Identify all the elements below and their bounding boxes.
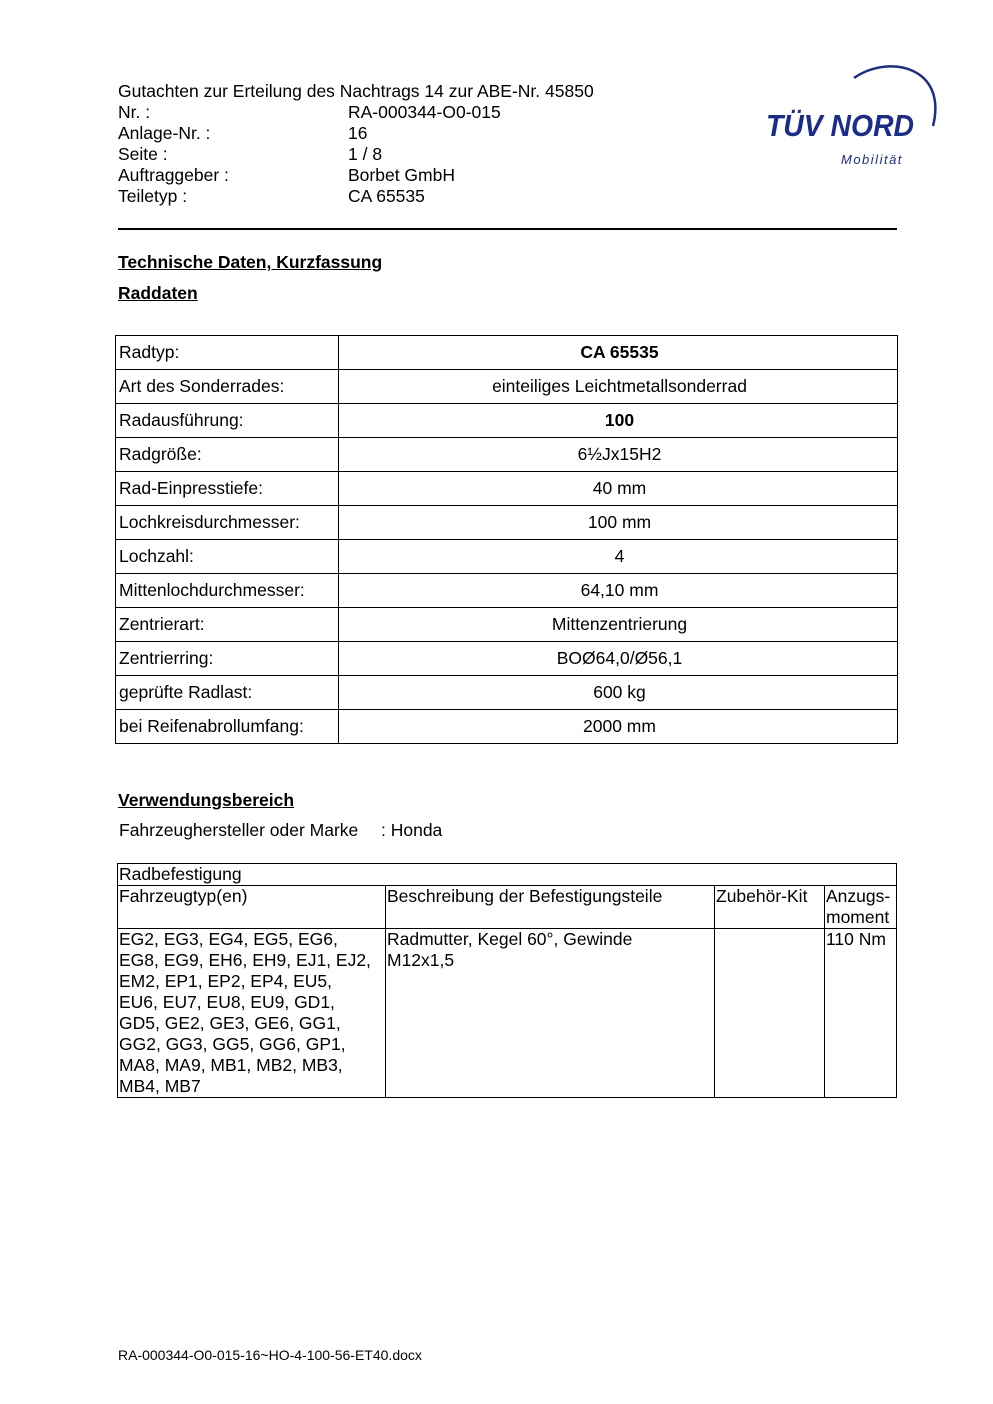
row-label: bei Reifenabrollumfang: [116,710,339,744]
svg-text:TÜV NORD: TÜV NORD [766,108,914,143]
header-row-anlage: Anlage-Nr. : 16 [118,123,368,143]
row-label: Lochkreisdurchmesser: [116,506,339,540]
row-value: CA 65535 [339,336,898,370]
row-value: 6½Jx15H2 [339,438,898,472]
row-value: einteiliges Leichtmetallsonderrad [339,370,898,404]
row-value: 600 kg [339,676,898,710]
table-row [116,710,898,744]
table-row [116,574,898,608]
table-title-row [118,864,897,886]
row-value: 100 [339,404,898,438]
col-header-beschreibung: Beschreibung der Befestigungsteile [386,886,715,929]
row-label: Art des Sonderrades: [116,370,339,404]
table-row [116,642,898,676]
cell-anzugsmoment: 110 Nm [825,929,897,1098]
table-row [116,506,898,540]
radbefestigung-table [117,863,897,1098]
table-row [116,370,898,404]
row-value: Mittenzentrierung [339,608,898,642]
row-label: Zentrierring: [116,642,339,676]
row-label: Radtyp: [116,336,339,370]
section-heading-verwendungsbereich: Verwendungsbereich [118,790,295,810]
row-value: BOØ64,0/Ø56,1 [339,642,898,676]
table-row [116,676,898,710]
tuev-nord-logo [758,56,948,176]
svg-text:Mobilität: Mobilität [841,152,903,167]
cell-zubehoer [715,929,825,1098]
table-row [116,540,898,574]
col-header-fahrzeugtyp: Fahrzeugtyp(en) [118,886,386,929]
header-row-teiletyp: Teiletyp : CA 65535 [118,186,425,206]
table-row [116,336,898,370]
row-value: 100 mm [339,506,898,540]
row-label: Zentrierart: [116,608,339,642]
row-label: Rad-Einpresstiefe: [116,472,339,506]
col-header-zubehoer: Zubehör-Kit [715,886,825,929]
table-row [116,472,898,506]
fahrzeughersteller-value: : Honda [381,820,443,840]
section-heading-technische-daten: Technische Daten, Kurzfassung [118,252,383,272]
cell-fahrzeugtyp: EG2, EG3, EG4, EG5, EG6, EG8, EG9, EH6, EH9, EJ1, EJ2, EM2, EP1, EP2, EP4, EU5, EU6, EU7, EU8, EU9, GD1, GD5, GE2, GE3, GE6, GG1, GG2, GG3, GG5, GG6, GP1, MA8, MA9, MB1, MB2, MB3, MB4, MB7 [118,929,386,1098]
row-value: 64,10 mm [339,574,898,608]
table-row [118,929,897,1098]
header-row-auftraggeber: Auftraggeber : Borbet GmbH [118,165,455,185]
row-value: 40 mm [339,472,898,506]
table-title: Radbefestigung [118,864,897,886]
row-label: Lochzahl: [116,540,339,574]
row-label: Radausführung: [116,404,339,438]
document-title: Gutachten zur Erteilung des Nachtrags 14 zur ABE-Nr. 45850 [118,81,594,101]
col-header-anzugsmoment: Anzugs- moment [825,886,897,929]
header-row-seite: Seite : 1 / 8 [118,144,383,164]
table-row [116,608,898,642]
footer-filename: RA-000344-O0-015-16~HO-4-100-56-ET40.docx [118,1347,422,1363]
row-label: geprüfte Radlast: [116,676,339,710]
table-row [116,438,898,472]
cell-beschreibung: Radmutter, Kegel 60°, Gewinde M12x1,5 [386,929,715,1098]
header-row-nr: Nr. : RA-000344-O0-015 [118,102,501,122]
table-row [116,404,898,438]
header-divider [118,228,897,230]
table-header-row [118,886,897,929]
fahrzeughersteller-label: Fahrzeughersteller oder Marke [119,820,359,840]
row-value: 4 [339,540,898,574]
row-label: Radgröße: [116,438,339,472]
section-subheading-raddaten: Raddaten [118,283,198,303]
fahrzeughersteller-line [119,820,442,841]
row-value: 2000 mm [339,710,898,744]
raddaten-table [115,335,898,744]
row-label: Mittenlochdurchmesser: [116,574,339,608]
